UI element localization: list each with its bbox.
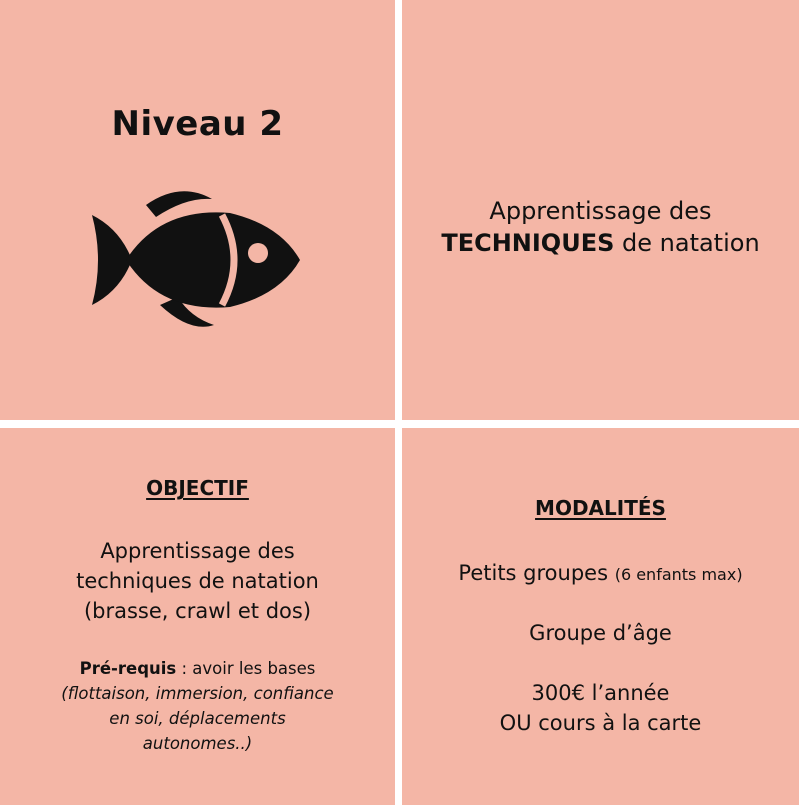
summary-line-1: Apprentissage des <box>489 197 712 225</box>
summary-emphasis: TECHNIQUES <box>441 229 615 257</box>
modalites-title: MODALITÉS <box>535 496 666 520</box>
prereq-line <box>0 656 395 681</box>
groups-line <box>402 558 799 590</box>
objectif-line-3: (brasse, crawl et dos) <box>83 599 312 623</box>
prereq-label: Pré-requis <box>79 659 177 678</box>
prereq-detail-3: autonomes..) <box>142 734 253 753</box>
price-alt-line: OU cours à la carte <box>499 711 702 735</box>
objectif-title: OBJECTIF <box>146 476 249 500</box>
fish-icon <box>90 185 302 335</box>
prereq-detail-1: (flottaison, immersion, confiance <box>61 684 334 703</box>
groups-note: (6 enfants max) <box>614 565 743 584</box>
level-title: Niveau 2 <box>111 104 284 144</box>
age-line: Groupe d’âge <box>529 621 672 645</box>
modalites-tile <box>402 428 799 805</box>
groups-text: Petits groupes <box>458 561 615 585</box>
price-line: 300€ l’année <box>531 681 670 705</box>
prerequisites <box>0 656 395 756</box>
summary-text <box>402 195 799 259</box>
level-tile <box>0 0 395 420</box>
prereq-text: : avoir les bases <box>176 659 316 678</box>
summary-line-2 <box>402 227 799 259</box>
objectif-line-2: techniques de natation <box>76 569 319 593</box>
price-block <box>402 678 799 738</box>
objectif-body <box>0 536 395 626</box>
prereq-detail-2: en soi, déplacements <box>109 709 286 728</box>
summary-line-2-rest: de natation <box>614 229 760 257</box>
objectif-line-1: Apprentissage des <box>100 539 295 563</box>
summary-tile <box>402 0 799 420</box>
objectif-tile <box>0 428 395 805</box>
